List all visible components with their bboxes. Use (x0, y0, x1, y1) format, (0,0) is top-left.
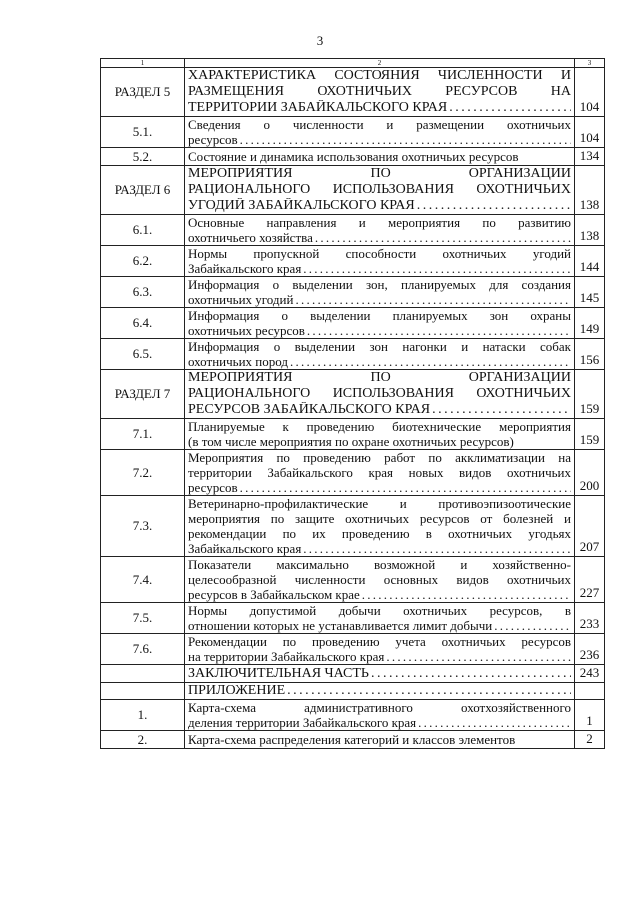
toc-title-last-text: РЕСУРСОВ ЗАБАЙКАЛЬСКОГО КРАЯ (188, 402, 431, 417)
toc-title-last-text: УГОДИЙ ЗАБАЙКАЛЬСКОГО КРАЯ (188, 198, 415, 213)
dot-leader (315, 230, 571, 245)
dot-leader (240, 132, 571, 147)
toc-title-line: Рекомендации по проведению учета охотничьих ресурсов (188, 634, 571, 649)
page-number: 3 (316, 33, 324, 48)
toc-title-last-line (188, 587, 571, 602)
toc-title-line: РАЦИОНАЛЬНОГО ИСПОЛЬЗОВАНИЯ ОХОТНИЧЬИХ (188, 386, 571, 401)
toc-row-page: 200 (575, 450, 605, 496)
toc-title-last-text: отношении которых не устанавливается лимит добычи (188, 618, 493, 633)
dot-leader (417, 198, 571, 214)
toc-title-last-text: ресурсов в Забайкальском крае (188, 587, 360, 602)
toc-row-number (101, 683, 185, 700)
toc-row (101, 370, 605, 419)
toc-title-last-text: Забайкальского края (188, 261, 302, 276)
toc-row-title (185, 634, 575, 665)
toc-title-last-text: охотничьего хозяйства (188, 230, 313, 245)
toc-row-title (185, 683, 575, 700)
contents-table-body (101, 59, 605, 749)
toc-row-number: 6.3. (101, 277, 185, 308)
toc-title-last-line (188, 649, 571, 664)
toc-row-number: 7.4. (101, 557, 185, 603)
dot-leader (449, 100, 571, 116)
toc-row (101, 450, 605, 496)
toc-row-number: 6.5. (101, 339, 185, 370)
toc-row-page: 138 (575, 166, 605, 215)
toc-row (101, 603, 605, 634)
toc-row-page: 144 (575, 246, 605, 277)
toc-title-last-line (188, 732, 571, 747)
toc-title-line: МЕРОПРИЯТИЯ ПО ОРГАНИЗАЦИИ (188, 166, 571, 181)
toc-row-page: 243 (575, 665, 605, 683)
toc-title-last-text: охотничьих угодий (188, 292, 294, 307)
toc-title-last-line (188, 100, 571, 116)
toc-row-page: 227 (575, 557, 605, 603)
toc-row (101, 308, 605, 339)
toc-title-line: Карта-схема административного охотхозяйственного (188, 700, 571, 715)
dot-leader (303, 261, 571, 276)
toc-title-last-line (188, 149, 571, 164)
toc-row-number (101, 665, 185, 683)
toc-row-number: РАЗДЕЛ 7 (101, 370, 185, 419)
toc-title-last-line (188, 434, 571, 449)
toc-row-page: 145 (575, 277, 605, 308)
toc-row-page: 207 (575, 496, 605, 557)
dot-leader (494, 618, 571, 633)
toc-title-last-text: Состояние и динамика использования охотничьих ресурсов (188, 149, 519, 164)
toc-title-last-line (188, 132, 571, 147)
toc-title-line: мероприятия по защите охотничьих ресурсов от болезней и (188, 511, 571, 526)
toc-row (101, 215, 605, 246)
dot-leader (287, 683, 571, 699)
toc-title-line: территории Забайкальского края новых видов охотничьих (188, 465, 571, 480)
toc-row (101, 117, 605, 148)
toc-title-last-line (188, 541, 571, 556)
toc-row (101, 148, 605, 166)
toc-title-line: Информация о выделении зон, планируемых для создания (188, 277, 571, 292)
toc-row-title (185, 603, 575, 634)
toc-row-number: 7.3. (101, 496, 185, 557)
toc-row (101, 166, 605, 215)
toc-row-number: 7.5. (101, 603, 185, 634)
toc-title-last-line (188, 683, 571, 699)
toc-title-last-text: (в том числе мероприятия по охране охотничьих ресурсов) (188, 434, 514, 449)
toc-title-line: Мероприятия по проведению работ по акклиматизации на (188, 450, 571, 465)
toc-row-title (185, 370, 575, 419)
toc-title-last-line (188, 292, 571, 307)
toc-row (101, 246, 605, 277)
toc-row-number: 7.1. (101, 419, 185, 450)
toc-row-page: 159 (575, 370, 605, 419)
toc-row (101, 557, 605, 603)
toc-row (101, 68, 605, 117)
dot-leader (290, 354, 571, 369)
toc-title-last-text: охотничьих пород (188, 354, 288, 369)
toc-title-line: рекомендации по их проведению в охотничьих угодьях (188, 526, 571, 541)
toc-row-page: 104 (575, 68, 605, 117)
toc-row (101, 496, 605, 557)
toc-title-line: Информация о выделении планируемых зон охраны (188, 308, 571, 323)
toc-title-last-line (188, 323, 571, 338)
toc-row-title (185, 117, 575, 148)
toc-title-line: РАЗМЕЩЕНИЯ ОХОТНИЧЬИХ РЕСУРСОВ НА (188, 84, 571, 99)
toc-row-page: 156 (575, 339, 605, 370)
toc-row-title (185, 166, 575, 215)
toc-row-page: 159 (575, 419, 605, 450)
toc-title-last-line (188, 666, 571, 682)
toc-row-title (185, 450, 575, 496)
toc-row-page (575, 683, 605, 700)
toc-row-title (185, 68, 575, 117)
toc-title-last-text: Карта-схема распределения категорий и классов элементов (188, 732, 516, 747)
toc-row-title (185, 665, 575, 683)
dot-leader (295, 292, 571, 307)
toc-title-line: Нормы допустимой добычи охотничьих ресурсов, в (188, 603, 571, 618)
column-number-1: 1 (101, 59, 185, 68)
toc-title-last-line (188, 261, 571, 276)
toc-row-number: 2. (101, 731, 185, 749)
toc-row-page: 1 (575, 700, 605, 731)
dot-leader (386, 649, 571, 664)
toc-row-page: 104 (575, 117, 605, 148)
toc-row-title (185, 496, 575, 557)
dot-leader (432, 402, 571, 418)
toc-row-page: 2 (575, 731, 605, 749)
toc-row-number: РАЗДЕЛ 5 (101, 68, 185, 117)
toc-row-page: 134 (575, 148, 605, 166)
toc-row-title (185, 308, 575, 339)
toc-row-page: 236 (575, 634, 605, 665)
toc-title-last-line (188, 480, 571, 495)
column-number-2: 2 (185, 59, 575, 68)
toc-title-line: Нормы пропускной способности охотничьих угодий (188, 246, 571, 261)
toc-row-title (185, 277, 575, 308)
toc-row-title (185, 731, 575, 749)
dot-leader (418, 715, 571, 730)
toc-row-title (185, 246, 575, 277)
toc-title-line: Основные направления и мероприятия по развитию (188, 215, 571, 230)
toc-row-page: 149 (575, 308, 605, 339)
toc-row-number: РАЗДЕЛ 6 (101, 166, 185, 215)
toc-title-last-text: ПРИЛОЖЕНИЕ (188, 683, 286, 698)
toc-title-last-text: Забайкальского края (188, 541, 302, 556)
toc-title-last-line (188, 715, 571, 730)
toc-title-last-line (188, 230, 571, 245)
toc-title-line: МЕРОПРИЯТИЯ ПО ОРГАНИЗАЦИИ (188, 370, 571, 385)
toc-row (101, 700, 605, 731)
contents-table (100, 58, 605, 749)
toc-title-last-line (188, 354, 571, 369)
toc-title-line: ХАРАКТЕРИСТИКА СОСТОЯНИЯ ЧИСЛЕННОСТИ И (188, 68, 571, 83)
toc-title-line: Планируемые к проведению биотехнические мероприятия (188, 419, 571, 434)
toc-row (101, 419, 605, 450)
toc-title-line: Сведения о численности и размещении охотничьих (188, 117, 571, 132)
toc-title-last-text: ресурсов (188, 132, 238, 147)
toc-title-line: Ветеринарно-профилактические и противоэпизоотические (188, 496, 571, 511)
toc-title-last-text: ЗАКЛЮЧИТЕЛЬНАЯ ЧАСТЬ (188, 665, 369, 681)
toc-row-title (185, 700, 575, 731)
toc-row (101, 634, 605, 665)
toc-title-last-line (188, 198, 571, 214)
toc-row-page: 138 (575, 215, 605, 246)
dot-leader (371, 666, 571, 682)
toc-title-last-line (188, 402, 571, 418)
toc-row (101, 277, 605, 308)
toc-title-last-line (188, 618, 571, 633)
column-number-3: 3 (575, 59, 605, 68)
toc-row-title (185, 148, 575, 166)
toc-row-number: 6.2. (101, 246, 185, 277)
toc-title-line: Информация о выделении зон нагонки и натаски собак (188, 339, 571, 354)
toc-row-number: 1. (101, 700, 185, 731)
toc-row-title (185, 215, 575, 246)
toc-row-number: 6.4. (101, 308, 185, 339)
toc-row (101, 665, 605, 683)
toc-row-title (185, 557, 575, 603)
toc-row (101, 339, 605, 370)
column-number-row (101, 59, 605, 68)
toc-title-last-text: на территории Забайкальского края (188, 649, 385, 664)
toc-row-page: 233 (575, 603, 605, 634)
toc-title-last-text: деления территории Забайкальского края (188, 715, 417, 730)
toc-row-number: 5.2. (101, 148, 185, 166)
toc-row-title (185, 419, 575, 450)
dot-leader (240, 480, 571, 495)
toc-row-number: 7.2. (101, 450, 185, 496)
dot-leader (303, 541, 571, 556)
toc-title-last-text: охотничьих ресурсов (188, 323, 305, 338)
toc-row-number: 7.6. (101, 634, 185, 665)
dot-leader (362, 587, 571, 602)
toc-row (101, 683, 605, 700)
toc-row-number: 5.1. (101, 117, 185, 148)
dot-leader (307, 323, 571, 338)
toc-title-last-text: ТЕРРИТОРИИ ЗАБАЙКАЛЬСКОГО КРАЯ (188, 100, 448, 115)
toc-title-line: РАЦИОНАЛЬНОГО ИСПОЛЬЗОВАНИЯ ОХОТНИЧЬИХ (188, 182, 571, 197)
toc-row (101, 731, 605, 749)
toc-title-line: Показатели максимально возможной и хозяйственно- (188, 557, 571, 572)
toc-row-title (185, 339, 575, 370)
toc-title-last-text: ресурсов (188, 480, 238, 495)
toc-title-line: целесообразной численности основных видов охотничьих (188, 572, 571, 587)
toc-row-number: 6.1. (101, 215, 185, 246)
